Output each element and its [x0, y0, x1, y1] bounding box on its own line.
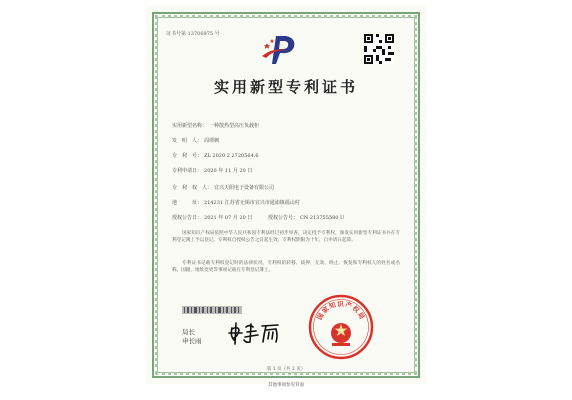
qr-code-icon: [364, 34, 394, 64]
field-value: 2021 年 07 月 20 日: [204, 215, 253, 221]
director-signature: [226, 320, 286, 346]
cnipa-emblem-icon: [260, 32, 300, 66]
certificate-number-label: 证书号第: [166, 31, 187, 37]
field-value: CN 213755580 U: [300, 215, 345, 221]
field-label: 授权公告号：: [268, 215, 299, 221]
director-title: 局长: [182, 328, 195, 336]
decorative-border-pattern: [155, 15, 417, 375]
field-label: 地 址：: [172, 200, 203, 206]
barcode-icon: [182, 306, 242, 314]
field-label: 专利申请日：: [172, 168, 203, 174]
certificate-number-value: 13706975: [187, 31, 214, 37]
director-block: [182, 328, 202, 346]
patent-certificate: [146, 6, 426, 384]
field-label: 专 利 号：: [172, 153, 203, 159]
field-label: 发 明 人：: [172, 138, 203, 144]
field-value: ZL 2020 2 2720564.6: [204, 153, 259, 159]
field-utility-model-name: [172, 122, 259, 129]
field-value: 宜兴天阳电子设备有限公司: [214, 185, 275, 191]
certificate-number-suffix: 号: [214, 31, 220, 37]
certificate-number: [166, 30, 220, 37]
official-seal-icon: [308, 294, 374, 360]
field-label: 专 利 权 人：: [172, 185, 213, 191]
field-label: 授权公告日：: [172, 215, 203, 221]
field-grant-date: [172, 214, 344, 221]
field-inventor: [172, 137, 219, 144]
page-number: 第 1 页（共 2 页）: [266, 367, 306, 372]
certificate-paragraph-grant: 国家知识产权局依照中华人民共和国专利法经过初步审查，决定授予专利权，颁发实用新型专利证书并在专利登记簿上予以登记。专利权自授权公告之日起生效。专利权期限为十年，自申请日起算。: [172, 231, 400, 243]
director-name: 申长雨: [182, 337, 202, 345]
bottom-note: 其他事项参见背面: [268, 383, 304, 388]
field-value: 214231 江苏省无锡市宜兴市通浦镇福山村: [204, 200, 300, 206]
field-value: 一种散热型高压负载柜: [209, 123, 260, 129]
certificate-title: 实用新型专利证书: [213, 78, 358, 96]
seal-text: 国家知识产权局: [315, 300, 367, 322]
field-patentee: [172, 184, 274, 191]
field-value: 2020 年 11 月 20 日: [204, 168, 253, 174]
field-label: 实用新型名称：: [172, 123, 208, 129]
certificate-paragraph-legal-status: 专利证书记载专利权登记时的法律状况。专利权的转移、质押、无效、终止、恢复和专利权人的姓名或名称、国籍、地址变更等事项记载在专利登记簿上。: [172, 261, 400, 273]
field-patent-number: [172, 152, 259, 159]
field-application-date: [172, 167, 252, 174]
field-address: [172, 199, 300, 206]
field-value: 周谭枫: [204, 138, 220, 144]
